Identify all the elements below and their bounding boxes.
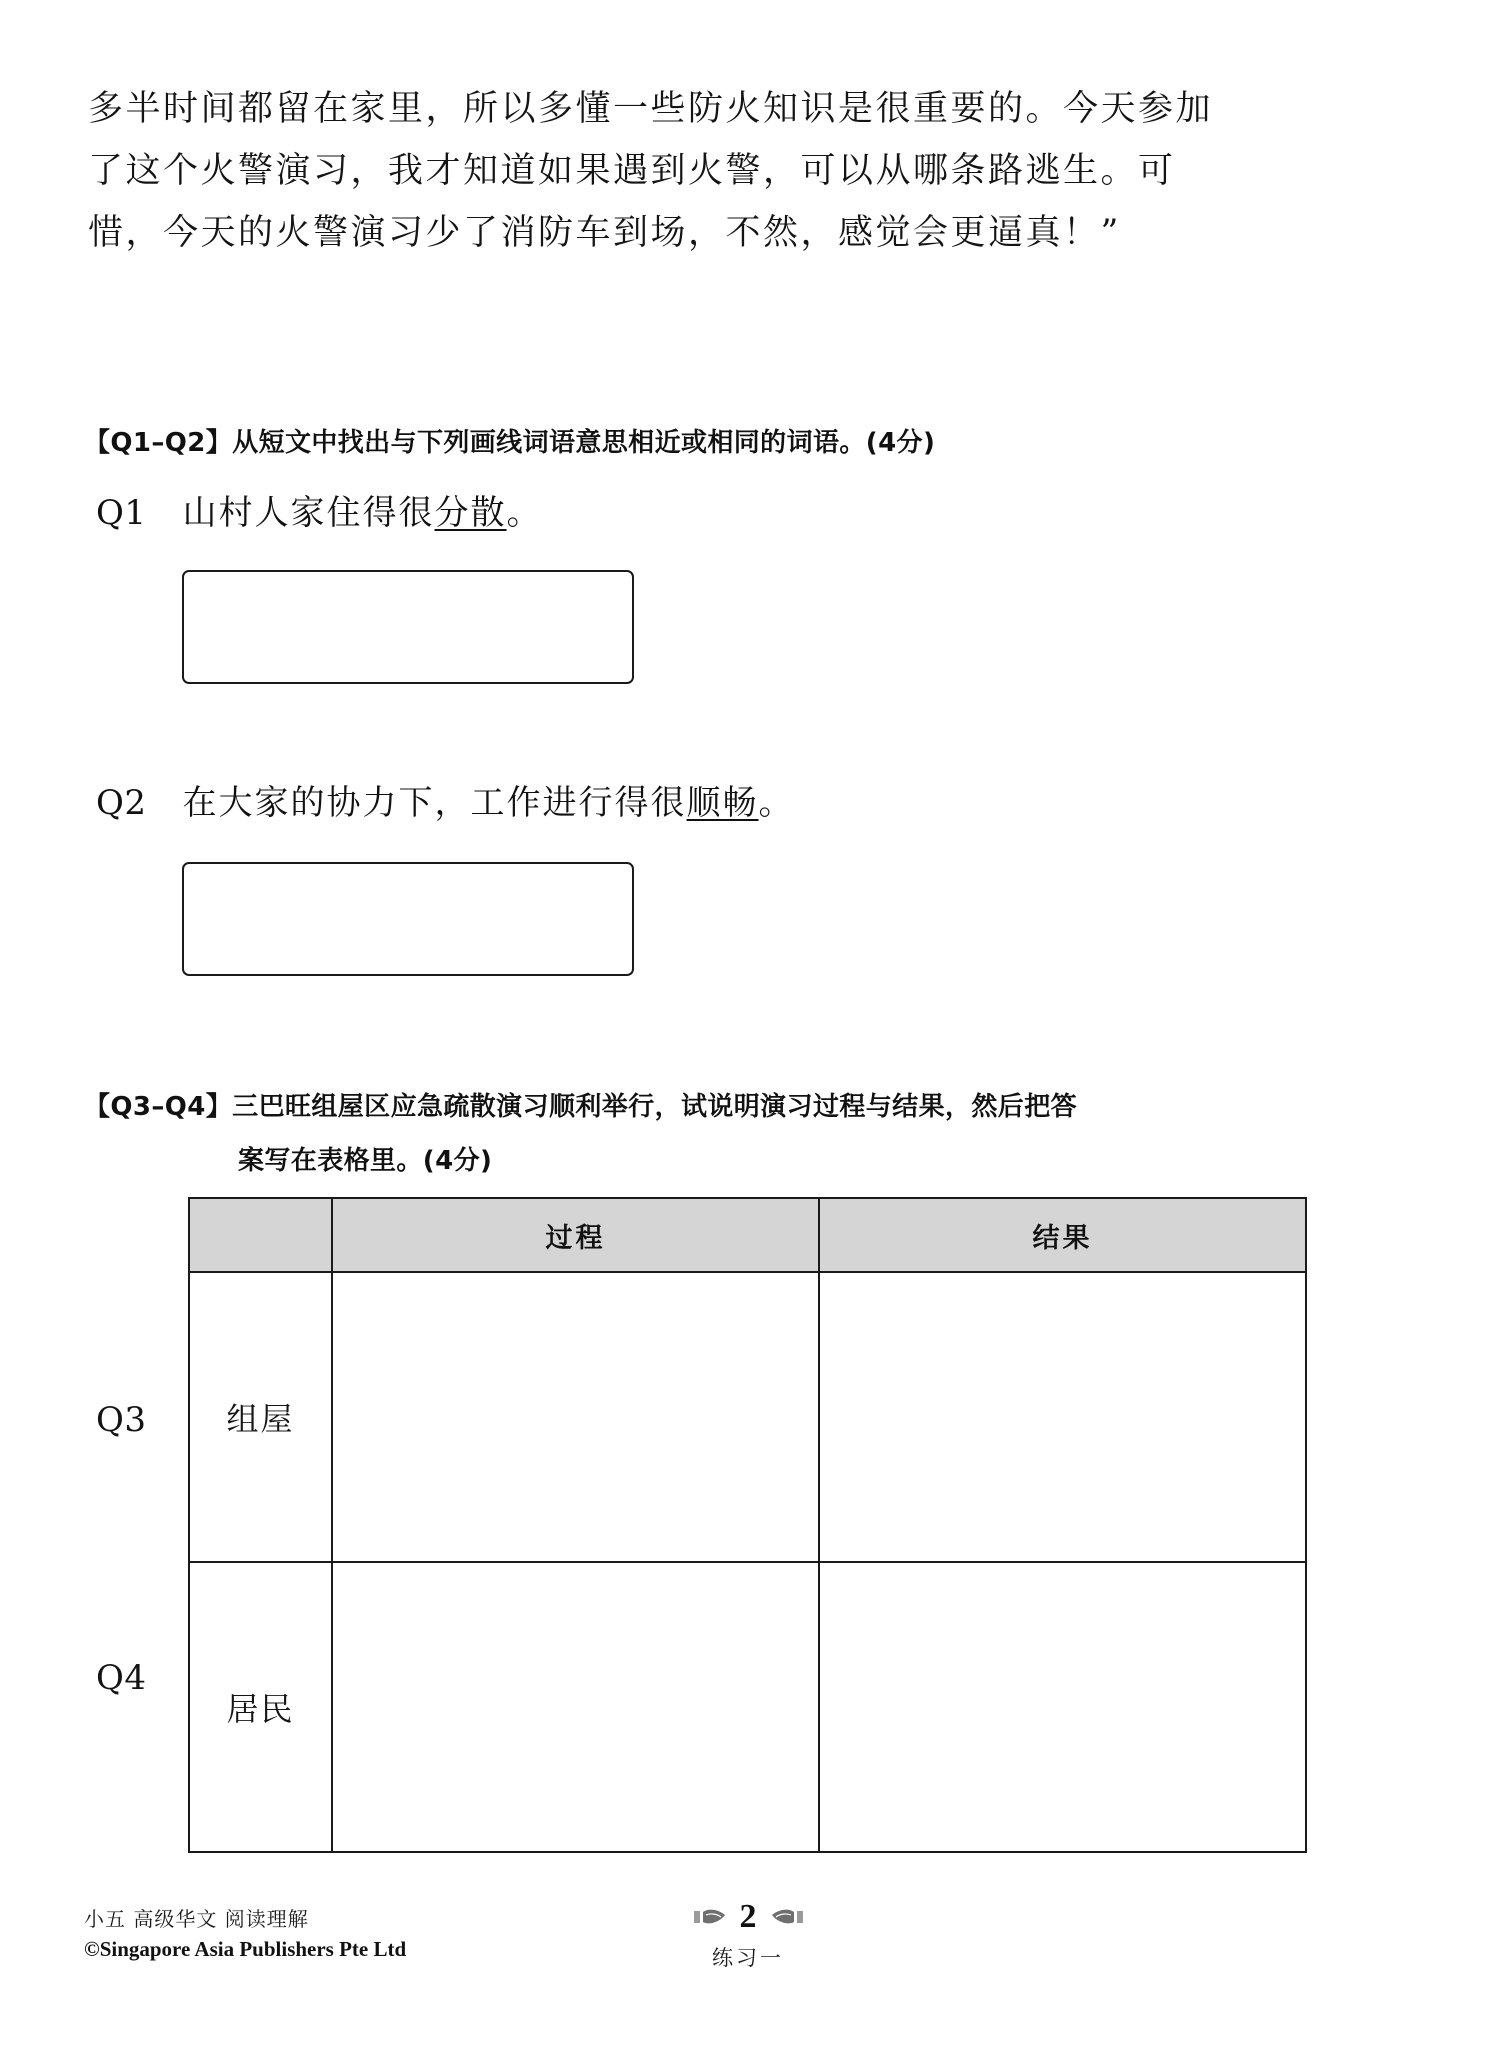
table-stub-q4: 居民: [189, 1562, 332, 1852]
passage-line: 惜，今天的火警演习少了消防车到场，不然，感觉会更逼真！”: [88, 213, 1121, 253]
footer-exercise-label: 练习一: [712, 1946, 784, 1970]
question-text-q2: [183, 783, 795, 823]
question-label-q1: Q1: [96, 493, 147, 533]
table-row: [189, 1272, 1306, 1562]
instruction-q1-q2: 【Q1–Q2】从短文中找出与下列画线词语意思相近或相同的词语。(4分): [84, 428, 936, 458]
table-cell-q3-result[interactable]: [819, 1272, 1306, 1562]
question-q1-text-after: 。: [506, 493, 543, 533]
pointing-hand-icon-mirror: [769, 1906, 803, 1928]
pointing-hand-icon: [694, 1906, 728, 1928]
table-header-blank: [189, 1198, 332, 1272]
answer-box-q1[interactable]: [182, 570, 634, 684]
question-q2-text-after: 。: [758, 783, 795, 823]
table-cell-q4-process[interactable]: [332, 1562, 819, 1852]
answer-table: [188, 1197, 1307, 1853]
passage-text: [88, 78, 1408, 264]
question-label-q2: Q2: [96, 783, 147, 823]
question-q1-text-before: 山村人家住得很: [182, 493, 435, 533]
table-cell-q3-process[interactable]: [332, 1272, 819, 1562]
table-header-process: 过程: [332, 1198, 819, 1272]
table-header-result: 结果: [819, 1198, 1306, 1272]
table-stub-q3: 组屋: [189, 1272, 332, 1562]
table-cell-q4-result[interactable]: [819, 1562, 1306, 1852]
instruction-q3-q4-line2: 案写在表格里。(4分): [238, 1146, 493, 1176]
page-number-row: [694, 1898, 803, 1936]
page-number: 2: [739, 1898, 757, 1935]
question-q2: [96, 775, 795, 824]
footer-copyright: ©Singapore Asia Publishers Pte Ltd: [84, 1937, 407, 1961]
question-q1-underlined-word: 分散: [434, 493, 507, 533]
passage-line: 多半时间都留在家里，所以多懂一些防火知识是很重要的。今天参加: [88, 89, 1214, 129]
question-text-q1: [183, 493, 543, 533]
table-row-label-q3: Q3: [96, 1400, 147, 1440]
instruction-q3-q4-line1: 【Q3–Q4】三巴旺组屋区应急疏散演习顺利举行，试说明演习过程与结果，然后把答: [84, 1092, 1077, 1122]
question-q2-text-before: 在大家的协力下，工作进行得很: [182, 783, 687, 823]
table-header-row: [189, 1198, 1306, 1272]
question-q2-underlined-word: 顺畅: [686, 783, 759, 823]
answer-box-q2[interactable]: [182, 862, 634, 976]
table-row: [189, 1562, 1306, 1852]
table-row-label-q4: Q4: [96, 1658, 147, 1698]
question-q1: [96, 485, 543, 534]
footer-title: 小五 高级华文 阅读理解: [84, 1907, 309, 1931]
passage-line: 了这个火警演习，我才知道如果遇到火警，可以从哪条路逃生。可: [88, 151, 1176, 191]
footer-center: [0, 1898, 1496, 1972]
